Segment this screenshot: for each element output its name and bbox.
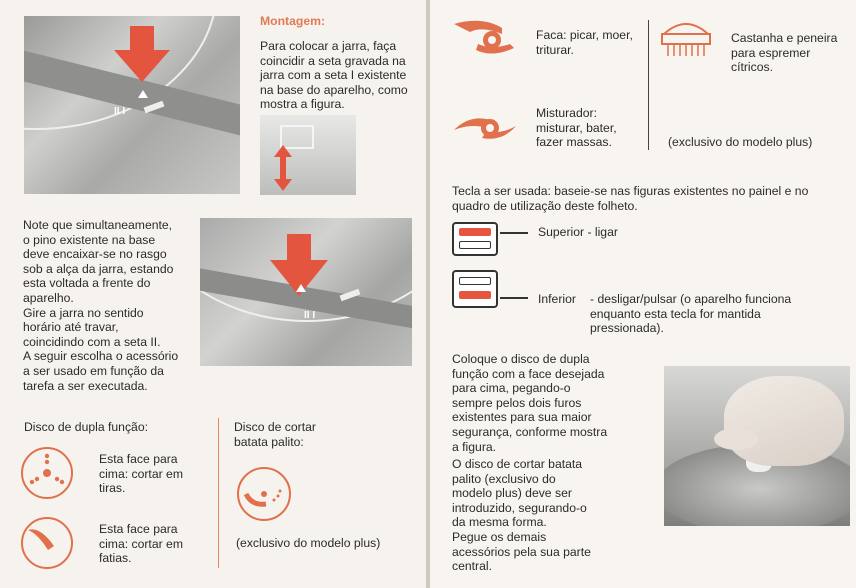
mixer-icon	[452, 112, 518, 144]
castanha-text: Castanha e peneira para espremer cítricos.	[731, 31, 838, 75]
inferior-desc: - desligar/pulsar (o aparelho funciona enquanto esta tecla for mantida pressionada).	[590, 292, 792, 336]
tecla-text: Tecla a ser usada: baseie-se nas figuras existentes no painel e no quadro de utilização deste folheto.	[452, 184, 809, 213]
top-key-icon	[452, 222, 498, 256]
face-fatias-text: Esta face para cima: cortar em fatias.	[99, 522, 183, 566]
inferior-label: Inferior	[538, 292, 576, 306]
bottom-key-icon	[452, 270, 498, 308]
arrow-marks: II I	[304, 310, 316, 321]
left-page	[0, 0, 426, 588]
double-disc-strips-icon	[20, 446, 74, 500]
column-divider	[648, 20, 649, 150]
right-page	[430, 0, 856, 588]
disco-palito-label: Disco de cortar batata palito:	[234, 420, 316, 449]
disco-instructions-2: O disco de cortar batata palito (exclusivo do modelo plus) deve ser introduzido, segurando-o da mesma forma. Pegue os demais acessórios pela sua parte central.	[452, 457, 591, 574]
palito-exclusivo-text: (exclusivo do modelo plus)	[236, 536, 381, 550]
faca-text: Faca: picar, moer, triturar.	[536, 28, 633, 57]
column-divider	[218, 418, 219, 568]
castanha-exclusivo-text: (exclusivo do modelo plus)	[668, 135, 813, 149]
misturador-text: Misturador: misturar, bater, fazer massas.	[536, 106, 617, 150]
hand-holding-disc-photo	[664, 366, 850, 526]
citrus-press-icon	[658, 20, 714, 60]
disco-dupla-label: Disco de dupla função:	[24, 420, 148, 434]
jar-base-photo-top	[24, 16, 240, 194]
montagem-title: Montagem:	[260, 14, 325, 28]
fries-disc-icon	[236, 466, 292, 522]
connector-line	[500, 297, 528, 299]
face-tiras-text: Esta face para cima: cortar em tiras.	[99, 452, 183, 496]
connector-line	[500, 232, 528, 234]
disco-instructions-1: Coloque o disco de dupla função com a face desejada para cima, pegando-o sempre pelos dois furos existentes para sua maior segurança, conforme mostra a figura.	[452, 352, 608, 454]
montagem-text: Para colocar a jarra, faça coincidir a seta gravada na jarra com a seta I existente na base do aparelho, como mostra a figura.	[260, 39, 408, 112]
down-arrow-icon	[112, 26, 172, 86]
note-text: Note que simultaneamente, o pino existente na base deve encaixar-se no rasgo sob a alça da jarra, estando esta voltada a frente do aparelho. Gire a jarra no sentido horário até travar, coincidindo com a seta II. A seguir escolha o acessório a ser usado em função da tarefa a ser executada.	[23, 218, 179, 393]
superior-label: Superior - ligar	[538, 225, 618, 239]
arrow-marks: II I	[114, 106, 126, 117]
jar-base-photo-bottom	[200, 218, 412, 366]
pin-detail-photo	[260, 115, 356, 195]
vertical-double-arrow-icon	[274, 145, 292, 191]
double-disc-slices-icon	[20, 516, 74, 570]
blade-icon	[452, 18, 516, 56]
